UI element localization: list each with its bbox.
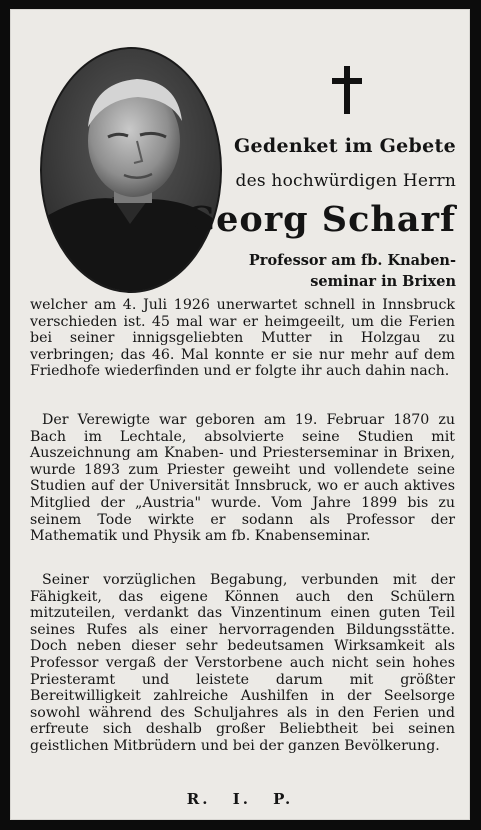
- paragraph-tribute: Seiner vorzüglichen Begabung, verbunden mit der Fähigkeit, das eigene Können auch den Schülern mitzuteilen, verdankt das Vinzentinum einen guten Teil seines Rufes als einer hervorragenden Bildungsstätte. Doch neben dieser sehr bedeutsamen Wirksamkeit als Professor vergaß der Verstorbene auch nicht sein hohes Priesteramt und leistete darum mit größter Bereitwilligkeit zahlreiche Aushilfen in der Seelsorge sowohl während des Schuljahres als in den Ferien und erfreute sich deshalb großer Beliebtheit bei seinen geistlichen Mitbrüdern und bei der ganzen Bevölkerung.: [30, 572, 455, 754]
- portrait-photo: [40, 47, 222, 293]
- heading: Gedenket im Gebete: [233, 135, 456, 157]
- paragraph-death: welcher am 4. Juli 1926 unerwartet schnell in Innsbruck verschieden ist. 45 mal war er heimgeeilt, um die Ferien bei seiner innigsgeliebten Mutter in Holzgau zu verbringen; das 46. Mal konnte er sie nur mehr auf dem Friedhofe wiederfinden und er folgte ihr auch dahin nach.: [30, 297, 455, 380]
- latin-cross-icon: [332, 66, 362, 114]
- paragraph-biography: Der Verewigte war geboren am 19. Februar 1870 zu Bach im Lechtale, absolvierte seine Studien mit Auszeichnung am Knaben- und Priesterseminar in Brixen, wurde 1893 zum Priester geweiht und vollendete seine Studien auf der Universität Innsbruck, wo er auch aktives Mitglied der „Austria" wurde. Vom Jahre 1899 bis zu seinem Tode wirkte er sodann als Professor der Mathematik und Physik am fb. Knabenseminar.: [30, 412, 455, 545]
- deceased-name: Georg Scharf: [185, 199, 456, 240]
- subheading: des hochwürdigen Herrn: [235, 171, 456, 191]
- title-line-2: seminar in Brixen: [310, 273, 456, 290]
- memorial-card: [10, 9, 470, 820]
- title-line-1: Professor am fb. Knaben-: [248, 252, 456, 269]
- closing-rip: R. I. P.: [186, 790, 294, 808]
